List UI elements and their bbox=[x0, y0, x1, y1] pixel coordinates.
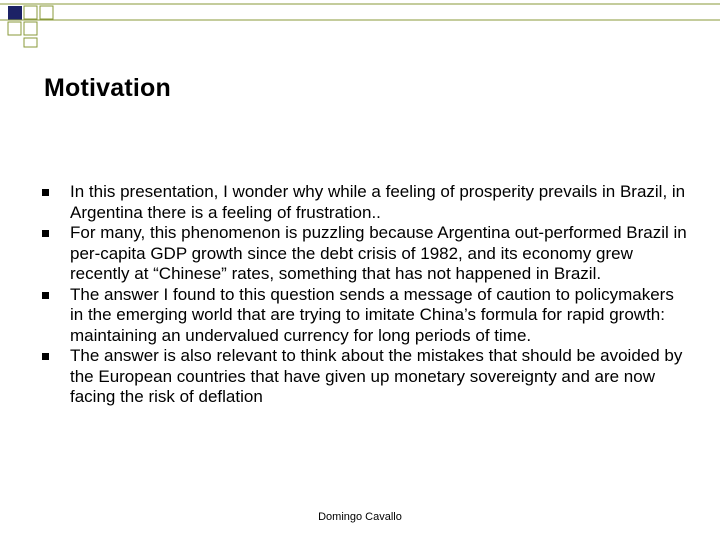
square-bullet-icon bbox=[42, 353, 49, 360]
bullet-item bbox=[40, 285, 690, 347]
deco-square-navy bbox=[8, 6, 22, 20]
square-bullet-icon bbox=[42, 189, 49, 196]
bullet-text: For many, this phenomenon is puzzling because Argentina out-performed Brazil in per-capita GDP growth since the debt crisis of 1982, and its economy grew recently at “Chinese” rates, something that has not happened in Brazil. bbox=[70, 223, 687, 283]
bullet-item bbox=[40, 182, 690, 223]
bullet-item bbox=[40, 223, 690, 285]
slide-title: Motivation bbox=[44, 74, 171, 102]
footer-author: Domingo Cavallo bbox=[318, 511, 402, 523]
bullet-list bbox=[40, 182, 690, 408]
deco-square-olive-outline-5 bbox=[24, 38, 37, 47]
square-bullet-icon bbox=[42, 292, 49, 299]
decorative-squares bbox=[0, 0, 720, 48]
deco-square-olive-outline-1 bbox=[24, 6, 37, 19]
bullet-text: The answer I found to this question sends a message of caution to policymakers in the emerging world that are trying to imitate China’s formula for rapid growth: maintaining an undervalued currency for long periods of time. bbox=[70, 284, 674, 345]
bullet-item bbox=[40, 346, 690, 408]
bullet-text: In this presentation, I wonder why while a feeling of prosperity prevails in Brazil, in Argentina there is a feeling of frustration.. bbox=[70, 182, 686, 222]
deco-square-olive-outline-2 bbox=[8, 22, 21, 35]
square-bullet-icon bbox=[42, 230, 49, 237]
deco-square-olive-outline-3 bbox=[24, 22, 37, 35]
bullet-text: The answer is also relevant to think about the mistakes that should be avoided by the European countries that have given up monetary sovereignty and are now facing the risk of deflation bbox=[70, 346, 683, 406]
deco-square-olive-outline-4 bbox=[40, 6, 53, 19]
